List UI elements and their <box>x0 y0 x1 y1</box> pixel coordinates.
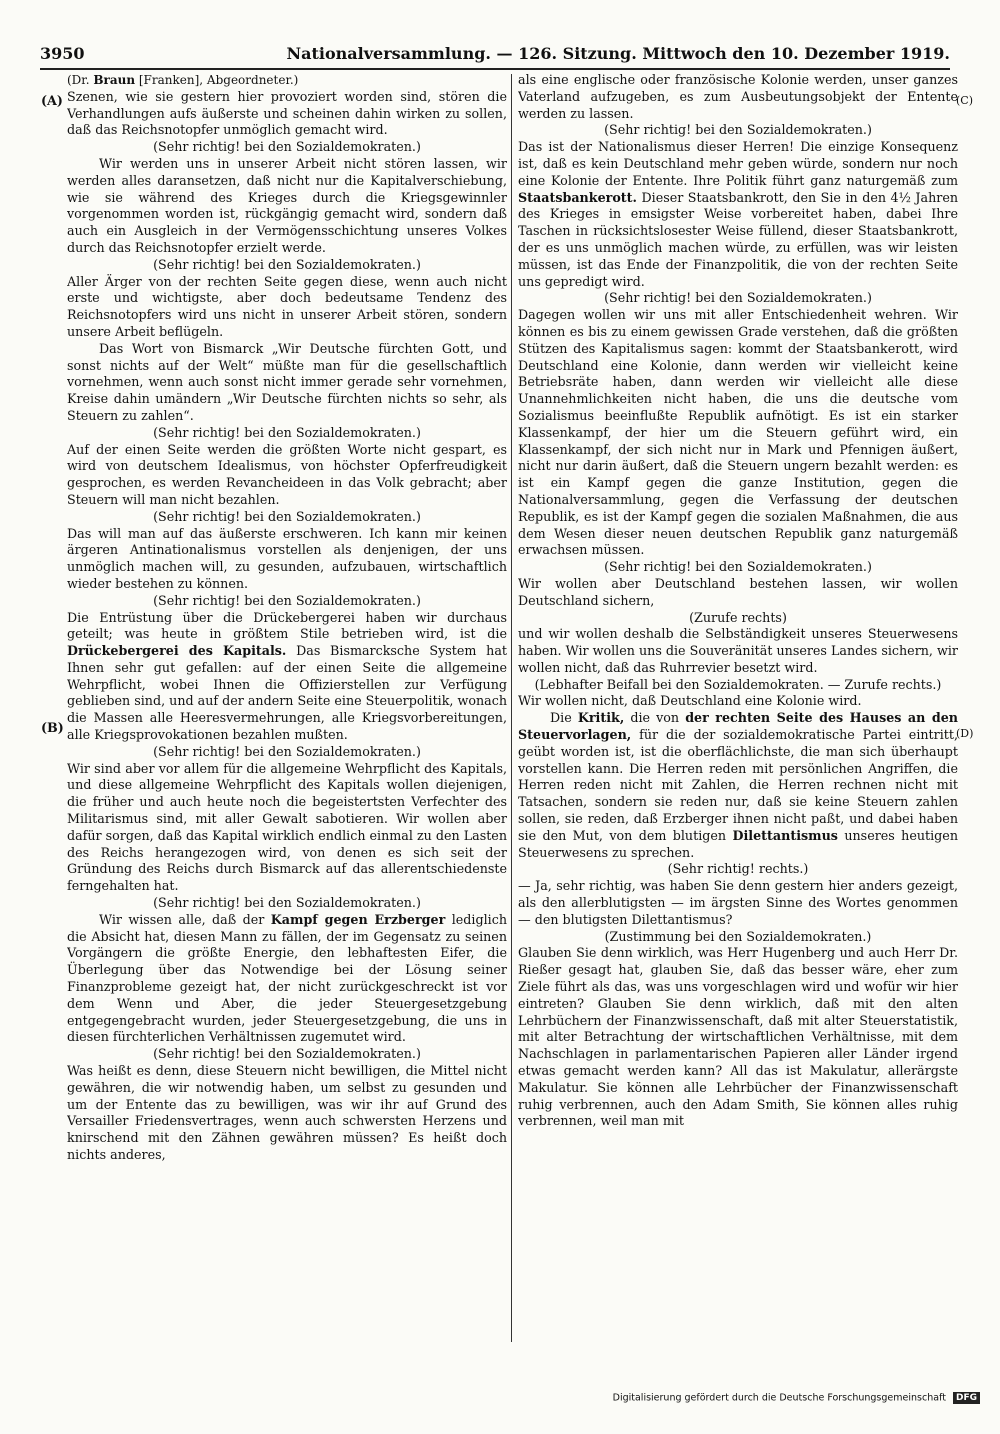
left-column <box>67 72 507 1342</box>
paragraph: Szenen, wie sie gestern hier provoziert worden sind, stören die Verhandlungen aufs äußerste und scheinen dahin wirken zu sollen, daß das Reichsnotopfer unmöglich gemacht wird. <box>67 88 507 138</box>
paragraph: Wir wollen aber Deutschland bestehen lassen, wir wollen Deutschland sichern, <box>518 575 958 608</box>
paragraph: Das will man auf das äußerste erschweren. Ich kann mir keinen ärgeren Antinationalismus vorstellen als denjenigen, der uns unmöglich machen will, zu gesunden, aufzubauen, wirtschaftlich wieder bestehen zu können. <box>67 525 507 591</box>
margin-marker-b: (B) <box>41 720 64 735</box>
interjection: (Zurufe rechts) <box>689 609 787 625</box>
speaker-name: Braun <box>93 73 136 87</box>
page-footer <box>560 1392 980 1410</box>
paragraph: Dagegen wollen wir uns mit aller Entschiedenheit wehren. Wir können es bis zu einem gewissen Grade verstehen, daß die größten Stützen des Kapitalismus sagen: kommt der Staatsbankerott, wird Deutschland eine Kolonie, dann werden wir vielleicht keine Betriebsräte haben, dann werden wir vielleicht alle diese Unannehmlichkeiten nicht haben, die uns die deutsche vom Sozialismus beeinflußte Republik aufnötigt. Es ist ein starker Klassenkampf, der hier um die Steuern geführt wird, ein Klassenkampf, der sich nicht nur in Mark und Pfennigen äußert, nicht nur darin äußert, daß die Steuern ungern bezahlt werden: es ist ein Kampf gegen die ganze Institution, gegen die Nationalversammlung, gegen die Verfassung der deutschen Republik, es ist der Kampf gegen die sozialen Maßnahmen, die aus dem Wesen dieser neuen deutschen Republik ganz naturgemäß erwachsen müssen. <box>518 307 958 558</box>
interjection: (Sehr richtig! bei den Sozialdemokraten.) <box>153 424 421 440</box>
paragraph: — Ja, sehr richtig, was haben Sie denn gestern hier anders gezeigt, als den allerblutigsten — im ärgsten Sinne des Wortes genommen — den blutigsten Dilettantismus? <box>518 878 958 927</box>
paragraph: Auf der einen Seite werden die größten Worte nicht gespart, es wird von deutschem Idealismus, von höchster Opferfreudigkeit gesprochen, es werden Revancheideen in das Volk gebracht; aber Steuern will man nicht bezahlen. <box>67 441 507 507</box>
paragraph: Glauben Sie denn wirklich, was Herr Hugenberg und auch Herr Dr. Rießer gesagt hat, glauben Sie, daß das besser wäre, eher zum Ziele führt als das, was uns vorgeschlagen wird und wofür wir hier eintreten? Glauben Sie denn wirklich, daß mit den alten Lehrbüchern der Finanzwissenschaft, daß mit alter Steuerstatistik, mit alter Betrachtung der wirtschaftlichen Verhältnisse, mit dem Nachschlagen in parlamentarischen Papieren aller Länder irgend etwas gemacht werden kann? All das ist Makulatur, allerärgste Makulatur. Sie können alle Lehrbücher der Finanzwissenschaft ruhig verbrennen, auch den Adam Smith, Sie können alles ruhig verbrennen, weil man mit <box>518 945 958 1129</box>
interjection: (Sehr richtig! rechts.) <box>667 861 809 877</box>
interjection: (Sehr richtig! bei den Sozialdemokraten.) <box>153 256 421 272</box>
paragraph: Die Kritik, die von der rechten Seite des Hauses an den Steuervorlagen, für die der sozialdemokratische Partei eintritt, geübt worden ist, ist die oberflächlichste, die man sich überhaupt vorstellen kann. Die Herren reden mit persönlichen Angriffen, die Herren reden nicht mit Zahlen, die Herren rechnen nicht mit Tatsachen, sondern sie reden nur, daß sie keine Steuern zahlen sollen, sie reden, daß Erzberger ihnen nicht paßt, und dabei haben sie den Mut, von dem blutigen Dilettantismus unseres heutigen Steuerwesens zu sprechen. <box>518 710 958 860</box>
interjection: (Sehr richtig! bei den Sozialdemokraten.) <box>153 1046 421 1062</box>
right-column <box>518 72 958 1342</box>
paragraph: und wir wollen deshalb die Selbständigkeit unseres Steuerwesens haben. Wir wollen uns die Souveränität unseres Landes sichern, wir wollen nicht, daß das Ruhrrevier besetzt wird. <box>518 626 958 675</box>
interjection: (Sehr richtig! bei den Sozialdemokraten.) <box>153 508 421 524</box>
interjection: (Sehr richtig! bei den Sozialdemokraten.) <box>153 592 421 608</box>
paragraph: Die Entrüstung über die Drückebergerei haben wir durchaus geteilt; was heute in größtem Stile betrieben wird, ist die Drückebergerei des Kapitals. Das Bismarcksche System hat Ihnen sehr gut gefallen: auf der einen Seite die allgemeine Wehrpflicht, wobei Ihnen die Offizierstellen zur Verfügung geblieben sind, und auf der andern Seite eine Steuerpolitik, wonach die Massen alle Heeresvermehrungen, alle Kriegsvorbereitungen, alle Kriegsprovokationen bezahlen mußten. <box>67 609 507 743</box>
page-header <box>40 44 950 70</box>
column-divider <box>511 74 512 1342</box>
interjection: (Lebhafter Beifall bei den Sozialdemokraten. — Zurufe rechts.) <box>534 676 942 692</box>
paragraph: Wir werden uns in unserer Arbeit nicht stören lassen, wir werden alles daransetzen, daß nicht nur die Kapitalverschiebung, wie sie während des Krieges durch die Kriegsgewinnler vorgenommen worden ist, rückgängig gemacht wird, sondern daß auch ein Ausgleich in der Vermögensschichtung unseres Volkes durch das Reichsnotopfer erzielt werde. <box>67 155 507 255</box>
dfg-logo: DFG <box>953 1392 980 1404</box>
emphasis: Dilettantismus <box>732 827 838 843</box>
margin-marker-a: (A) <box>41 93 63 108</box>
interjection: (Sehr richtig! bei den Sozialdemokraten.) <box>153 743 421 759</box>
emphasis: Kampf gegen Erzberger <box>270 911 446 927</box>
paragraph: Wir sind aber vor allem für die allgemeine Wehrpflicht des Kapitals, und diese allgemeine Wehrpflicht des Kapitals wollen diejenigen, die früher und auch heute noch die begeistertsten Verfechter des Militarismus sind, mit aller Gewalt sabotieren. Wir wollen aber dafür sorgen, daß das Kapital wirklich endlich einmal zu den Lasten des Reichs herangezogen wird, von denen es sich seit der Gründung des Reichs durch Bismarck auf das allerentschiedenste ferngehalten hat. <box>67 760 507 894</box>
interjection: (Sehr richtig! bei den Sozialdemokraten.) <box>604 290 872 306</box>
emphasis: der rechten Seite des Hauses an den Steuervorlagen, <box>518 710 958 743</box>
paragraph: Wir wissen alle, daß der Kampf gegen Erzberger lediglich die Absicht hat, diesen Mann zu fällen, der im Gegensatz zu seinen Vorgängern die größte Energie, den lebhaftesten Eifer, die Überlegung über das Notwendige bei der Lösung seiner Finanzprobleme gezeigt hat, der nicht zurückgeschreckt ist vor dem Wenn und Aber, die jeder Steuergesetzgebung entgegengebracht wurden, jeder Steuergesetzgebung, die uns in diesen fürchterlichen Verhältnissen zugemutet wird. <box>67 911 507 1045</box>
running-title: Nationalversammlung. — 126. Sitzung. Mittwoch den 10. Dezember 1919. <box>286 44 950 63</box>
emphasis: Staatsbankerott. <box>518 189 637 205</box>
funding-note: Digitalisierung gefördert durch die Deutsche Forschungsgemeinschaft <box>612 1392 946 1404</box>
paragraph: Das Wort von Bismarck „Wir Deutsche fürchten Gott, und sonst nichts auf der Welt“ müßte man für die gesellschaftlich vornehmen, wenn auch sonst nicht immer gerade sehr vornehmen, Kreise dahin umändern „Wir Deutsche fürchten nichts so sehr, als Steuern zu zahlen“. <box>67 340 507 423</box>
paragraph: Was heißt es denn, diese Steuern nicht bewilligen, die Mittel nicht gewähren, die wir notwendig haben, um selbst zu gesunden und um der Entente das zu bewilligen, was wir ihr auf Grund des Versailler Friedensvertrages, wenn auch schwersten Herzens und knirschend mit den Zähnen gewähren müssen? Es heißt doch nichts anderes, <box>67 1063 507 1162</box>
interjection: (Sehr richtig! bei den Sozialdemokraten.) <box>604 122 872 138</box>
paragraph: Wir wollen nicht, daß Deutschland eine Kolonie wird. <box>518 693 862 709</box>
emphasis: Drückebergerei des Kapitals. <box>67 643 287 659</box>
interjection: (Sehr richtig! bei den Sozialdemokraten.) <box>153 139 421 155</box>
paragraph: Aller Ärger von der rechten Seite gegen diese, wenn auch nicht erste und wichtigste, aber doch bedeutsame Tendenz des Reichsnotopfers wird uns nicht in unserer Arbeit stören, sondern unsere Arbeit beflügeln. <box>67 273 507 339</box>
emphasis: Kritik, <box>577 710 625 726</box>
interjection: (Zustimmung bei den Sozialdemokraten.) <box>604 928 872 944</box>
paragraph: als eine englische oder französische Kolonie werden, unser ganzes Vaterland aufzugeben, es zum Ausbeutungsobjekt der Entente werden zu lassen. <box>518 72 958 121</box>
interjection: (Sehr richtig! bei den Sozialdemokraten.) <box>153 895 421 911</box>
margin-marker-c: (C) <box>956 94 973 107</box>
interjection: (Sehr richtig! bei den Sozialdemokraten.) <box>604 559 872 575</box>
speaker-line: (Dr. Braun [Franken], Abgeordneter.) <box>67 73 299 87</box>
paragraph: Das ist der Nationalismus dieser Herren! Die einzige Konsequenz ist, daß es kein Deutschland mehr geben würde, sondern nur noch eine Kolonie der Entente. Ihre Politik führt ganz naturgemäß zum Staatsbankerott. Dieser Staatsbankrott, den Sie in den 4½ Jahren des Krieges in emsigster Weise vorbereitet haben, dabei Ihre Taschen in rücksichtslosester Weise füllend, dieser Staatsbankrott, der es uns unmöglich machen würde, zu erfüllen, was wir leisten müssen, ist das Ende der Finanzpolitik, die von der rechten Seite uns gepredigt wird. <box>518 139 958 289</box>
page-number: 3950 <box>40 44 85 63</box>
margin-marker-d: (D) <box>956 727 974 740</box>
